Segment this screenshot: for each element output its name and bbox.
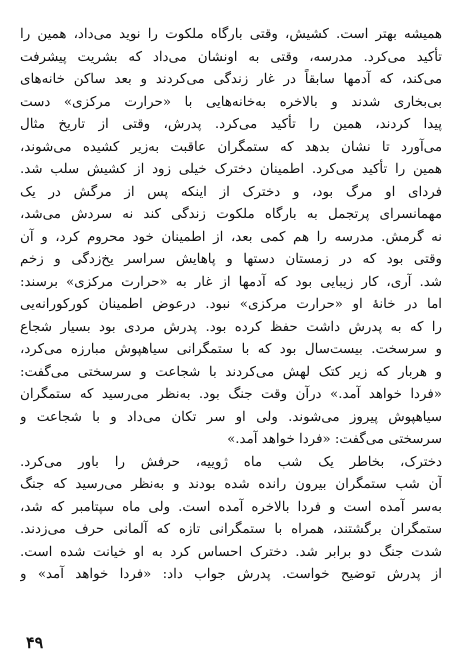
text-line: شد. آری، کار زیبایی بود که آدمها از غار به «حرارت مرکزی» برسند:: [20, 274, 442, 290]
text-line: و هربار که زیر کتک لهش می‌کردند با شجاعت و سرسختی می‌گفت:: [20, 364, 442, 380]
text-line: تأکید می‌کرد. مدرسه، وقتی به‌ اونشان می‌داد که بشریت پیشرفت: [20, 49, 442, 65]
text-line: آن شب ستمگران بیرون رانده شده بودند و به‌نظر می‌رسید که جنگ: [20, 477, 442, 492]
text-line: فردای او مرگ بود، و دخترک از اینکه پس از مرگش در یک: [20, 184, 442, 200]
text-line: سرسختی می‌گفت: «فردا خواهد آمد.»: [227, 432, 442, 447]
text-line: پیدا کردند، همین را تأکید می‌کرد. پدرش، وقتی از تاریخ مثال: [20, 117, 442, 132]
text-line: «فردا خواهد آمد.» درآن وقت جنگ بود. به‌نظر می‌رسید که ستمگران: [20, 387, 442, 402]
text-line: مهمانسرای پرتجمل به بارگاه ملکوت زندگی کند نه سردش می‌شد،: [20, 207, 442, 222]
text-line: وقتی بود که در زمستان دستها و پاهایش سراسر یخ‌زدگی و زخم: [20, 252, 442, 267]
text-line: را که به‌ پدرش داشت حفظ کرده بود. پدرش مردی بود بسیار شجاع: [20, 319, 442, 335]
page-number: ۴۹: [26, 633, 44, 652]
text-line: ستمگران برگشتند، همراه با ستمگرانی تازه که آلمانی حرف می‌زدند.: [20, 522, 442, 537]
text-line: می‌آورد تا نشان بدهد که ستمگران عاقبت به‌زیر کشیده می‌شوند،: [20, 139, 442, 155]
text-line: بی‌بخاری شدند و بالاخره به‌خانه‌هایی با «حرارت مرکزی» دست: [20, 94, 442, 110]
text-line: از پدرش توضیح خواست. پدرش جواب داد: «فردا خواهد آمد» و: [20, 567, 442, 582]
text-line: همین را تأکید می‌کرد. اطمینان دخترک خیلی زود از کشیش سلب شد.: [20, 162, 442, 177]
text-line: دخترک، بخاطر یک شب ماه ژوییه، حرفش را باور می‌کرد.: [20, 454, 442, 470]
text-line: شدت جنگ دو برابر شد. دخترک احساس کرد به‌ او خیانت شده است.: [20, 544, 442, 560]
text-line: سیاهپوش پیروز می‌شوند. ولی او سر تکان می‌داد و با شجاعت و: [20, 409, 442, 425]
text-line: اما در خانهٔ او «حرارت مرکزی» نبود. درعوض اطمینان کورکورانه‌یی: [20, 297, 442, 312]
body-text: [20, 24, 442, 587]
text-line: نه گرمش. مدرسه را هم کمی بعد، از اطمینان خود محروم کرد، و آن: [20, 229, 442, 245]
text-line: و سرسخت. بیست‌سال بود که با ستمگرانی سیاهپوش مبارزه می‌کرد،: [20, 342, 442, 357]
text-line: به‌سر آمده است و فردا بالاخره آمده است. ولی ماه سپتامبر که شد،: [20, 499, 442, 515]
text-line: می‌کند، که آدمها سابقاً در غار زندگی می‌کردند و بعد ساکن خانه‌های: [20, 72, 442, 87]
text-line: همیشه بهتر است. کشیش، وقتی بارگاه ملکوت را نوید می‌داد، همین را: [20, 27, 442, 42]
